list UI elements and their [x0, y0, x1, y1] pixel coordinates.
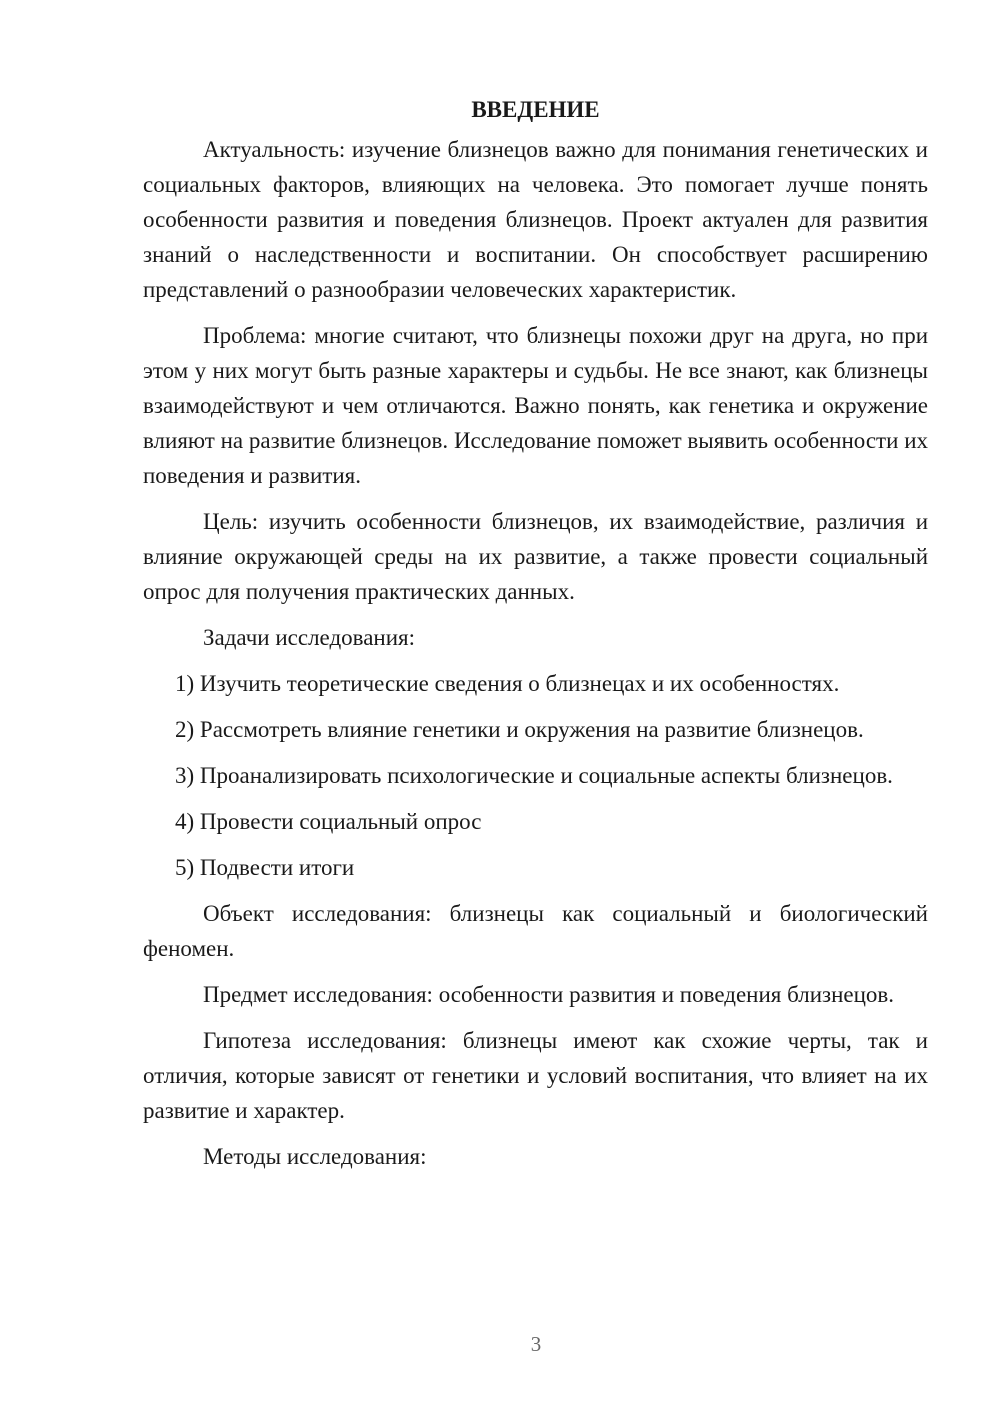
tasks-heading: Задачи исследования: [203, 625, 416, 650]
document-page [143, 92, 928, 1185]
paragraph-goal: Цель: изучить особенности близнецов, их взаимодействие, различия и влияние окружающей среды на их развитие, а также провести социальный опрос для получения практических данных. [143, 509, 928, 604]
task-item-1: 1) Изучить теоретические сведения о близнецах и их особенностях. [175, 671, 840, 696]
methods-heading: Методы исследования: [203, 1144, 427, 1169]
paragraph-hypothesis: Гипотеза исследования: близнецы имеют как схожие черты, так и отличия, которые зависят от генетики и условий воспитания, что влияет на их развитие и характер. [143, 1028, 928, 1123]
task-item-3: 3) Проанализировать психологические и социальные аспекты близнецов. [175, 763, 893, 788]
paragraph-subject: Предмет исследования: особенности развития и поведения близнецов. [203, 982, 895, 1007]
section-title: ВВЕДЕНИЕ [471, 97, 600, 122]
page-number: 3 [530, 1332, 542, 1356]
task-item-5: 5) Подвести итоги [175, 855, 355, 880]
paragraph-problem: Проблема: многие считают, что близнецы похожи друг на друга, но при этом у них могут быть разные характеры и судьбы. Не все знают, как близнецы взаимодействуют и чем отличаются. Важно понять, как генетика и окружение влияют на развитие близнецов. Исследование поможет выявить особенности их поведения и развития. [143, 323, 928, 488]
paragraph-relevance: Актуальность: изучение близнецов важно для понимания генетических и социальных факторов, влияющих на человека. Это помогает лучше понять особенности развития и поведения близнецов. Проект актуален для развития знаний о наследственности и воспитании. Он способствует расширению представлений о разнообразии человеческих характеристик. [143, 137, 928, 302]
task-item-4: 4) Провести социальный опрос [175, 809, 482, 834]
paragraph-object: Объект исследования: близнецы как социальный и биологический феномен. [143, 901, 928, 961]
task-item-2: 2) Рассмотреть влияние генетики и окружения на развитие близнецов. [175, 717, 864, 742]
